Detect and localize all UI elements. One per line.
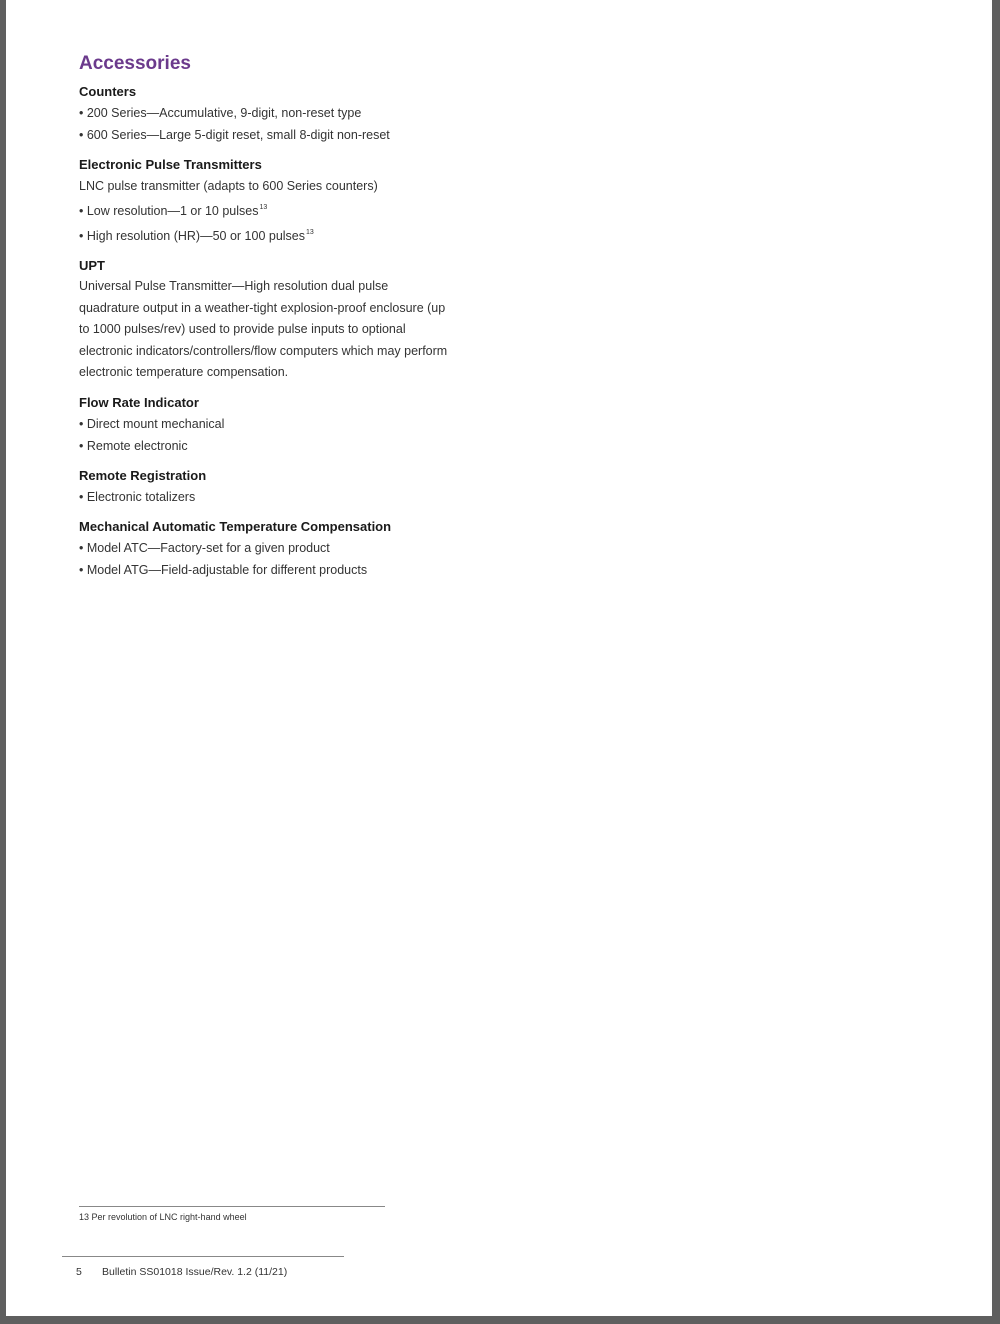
list-item — [79, 197, 479, 222]
section-heading: Mechanical Automatic Temperature Compensation — [79, 518, 392, 534]
section-electronic-pulse-transmitters — [79, 155, 479, 247]
list-item-text: • Low resolution—1 or 10 pulses — [79, 204, 259, 218]
list-item: • Electronic totalizers — [79, 489, 196, 504]
bulletin-label: Bulletin SS01018 Issue/Rev. 1.2 (11/21) — [102, 1266, 288, 1278]
page-footer — [76, 1266, 287, 1278]
footnote: 13 Per revolution of LNC right-hand wheel — [79, 1212, 247, 1222]
section-mechanical-atc — [79, 517, 479, 581]
section-heading: Remote Registration — [79, 467, 207, 483]
list-item: • 200 Series—Accumulative, 9-digit, non-reset type — [79, 106, 362, 120]
content-column — [79, 52, 479, 590]
section-heading: Electronic Pulse Transmitters — [79, 157, 262, 172]
footer-divider — [62, 1256, 344, 1257]
section-flow-rate-indicator — [79, 393, 479, 457]
footnote-divider — [79, 1206, 385, 1207]
section-heading: UPT — [79, 258, 105, 273]
section-heading: Counters — [79, 84, 137, 99]
section-heading: Flow Rate Indicator — [79, 394, 199, 410]
section-remote-registration — [79, 466, 479, 508]
page-number: 5 — [76, 1266, 82, 1278]
page-title: Accessories — [79, 53, 191, 74]
list-item: • Direct mount mechanical — [79, 416, 225, 431]
section-counters — [79, 82, 479, 146]
list-item — [79, 222, 479, 247]
section-upt — [79, 256, 479, 384]
list-item: • Model ATG—Field-adjustable for different products — [79, 562, 368, 577]
list-item: • 600 Series—Large 5-digit reset, small 8-digit non-reset — [79, 128, 390, 142]
footnote-marker: 13 — [259, 204, 268, 211]
list-item-text: • High resolution (HR)—50 or 100 pulses — [79, 229, 306, 243]
footnote-marker: 13 — [306, 229, 314, 236]
section-intro: LNC pulse transmitter (adapts to 600 Series counters) — [79, 179, 378, 193]
document-page — [6, 0, 992, 1316]
section-paragraph: Universal Pulse Transmitter—High resolution dual pulse quadrature output in a weather-tight explosion-proof enclosure (up to 1000 pulses/rev) used to provide pulse inputs to optional electronic indicators/controllers/flow computers which may perform electronic temperature compensation. — [79, 279, 448, 379]
list-item: • Model ATC—Factory-set for a given product — [79, 540, 330, 555]
list-item: • Remote electronic — [79, 438, 188, 453]
